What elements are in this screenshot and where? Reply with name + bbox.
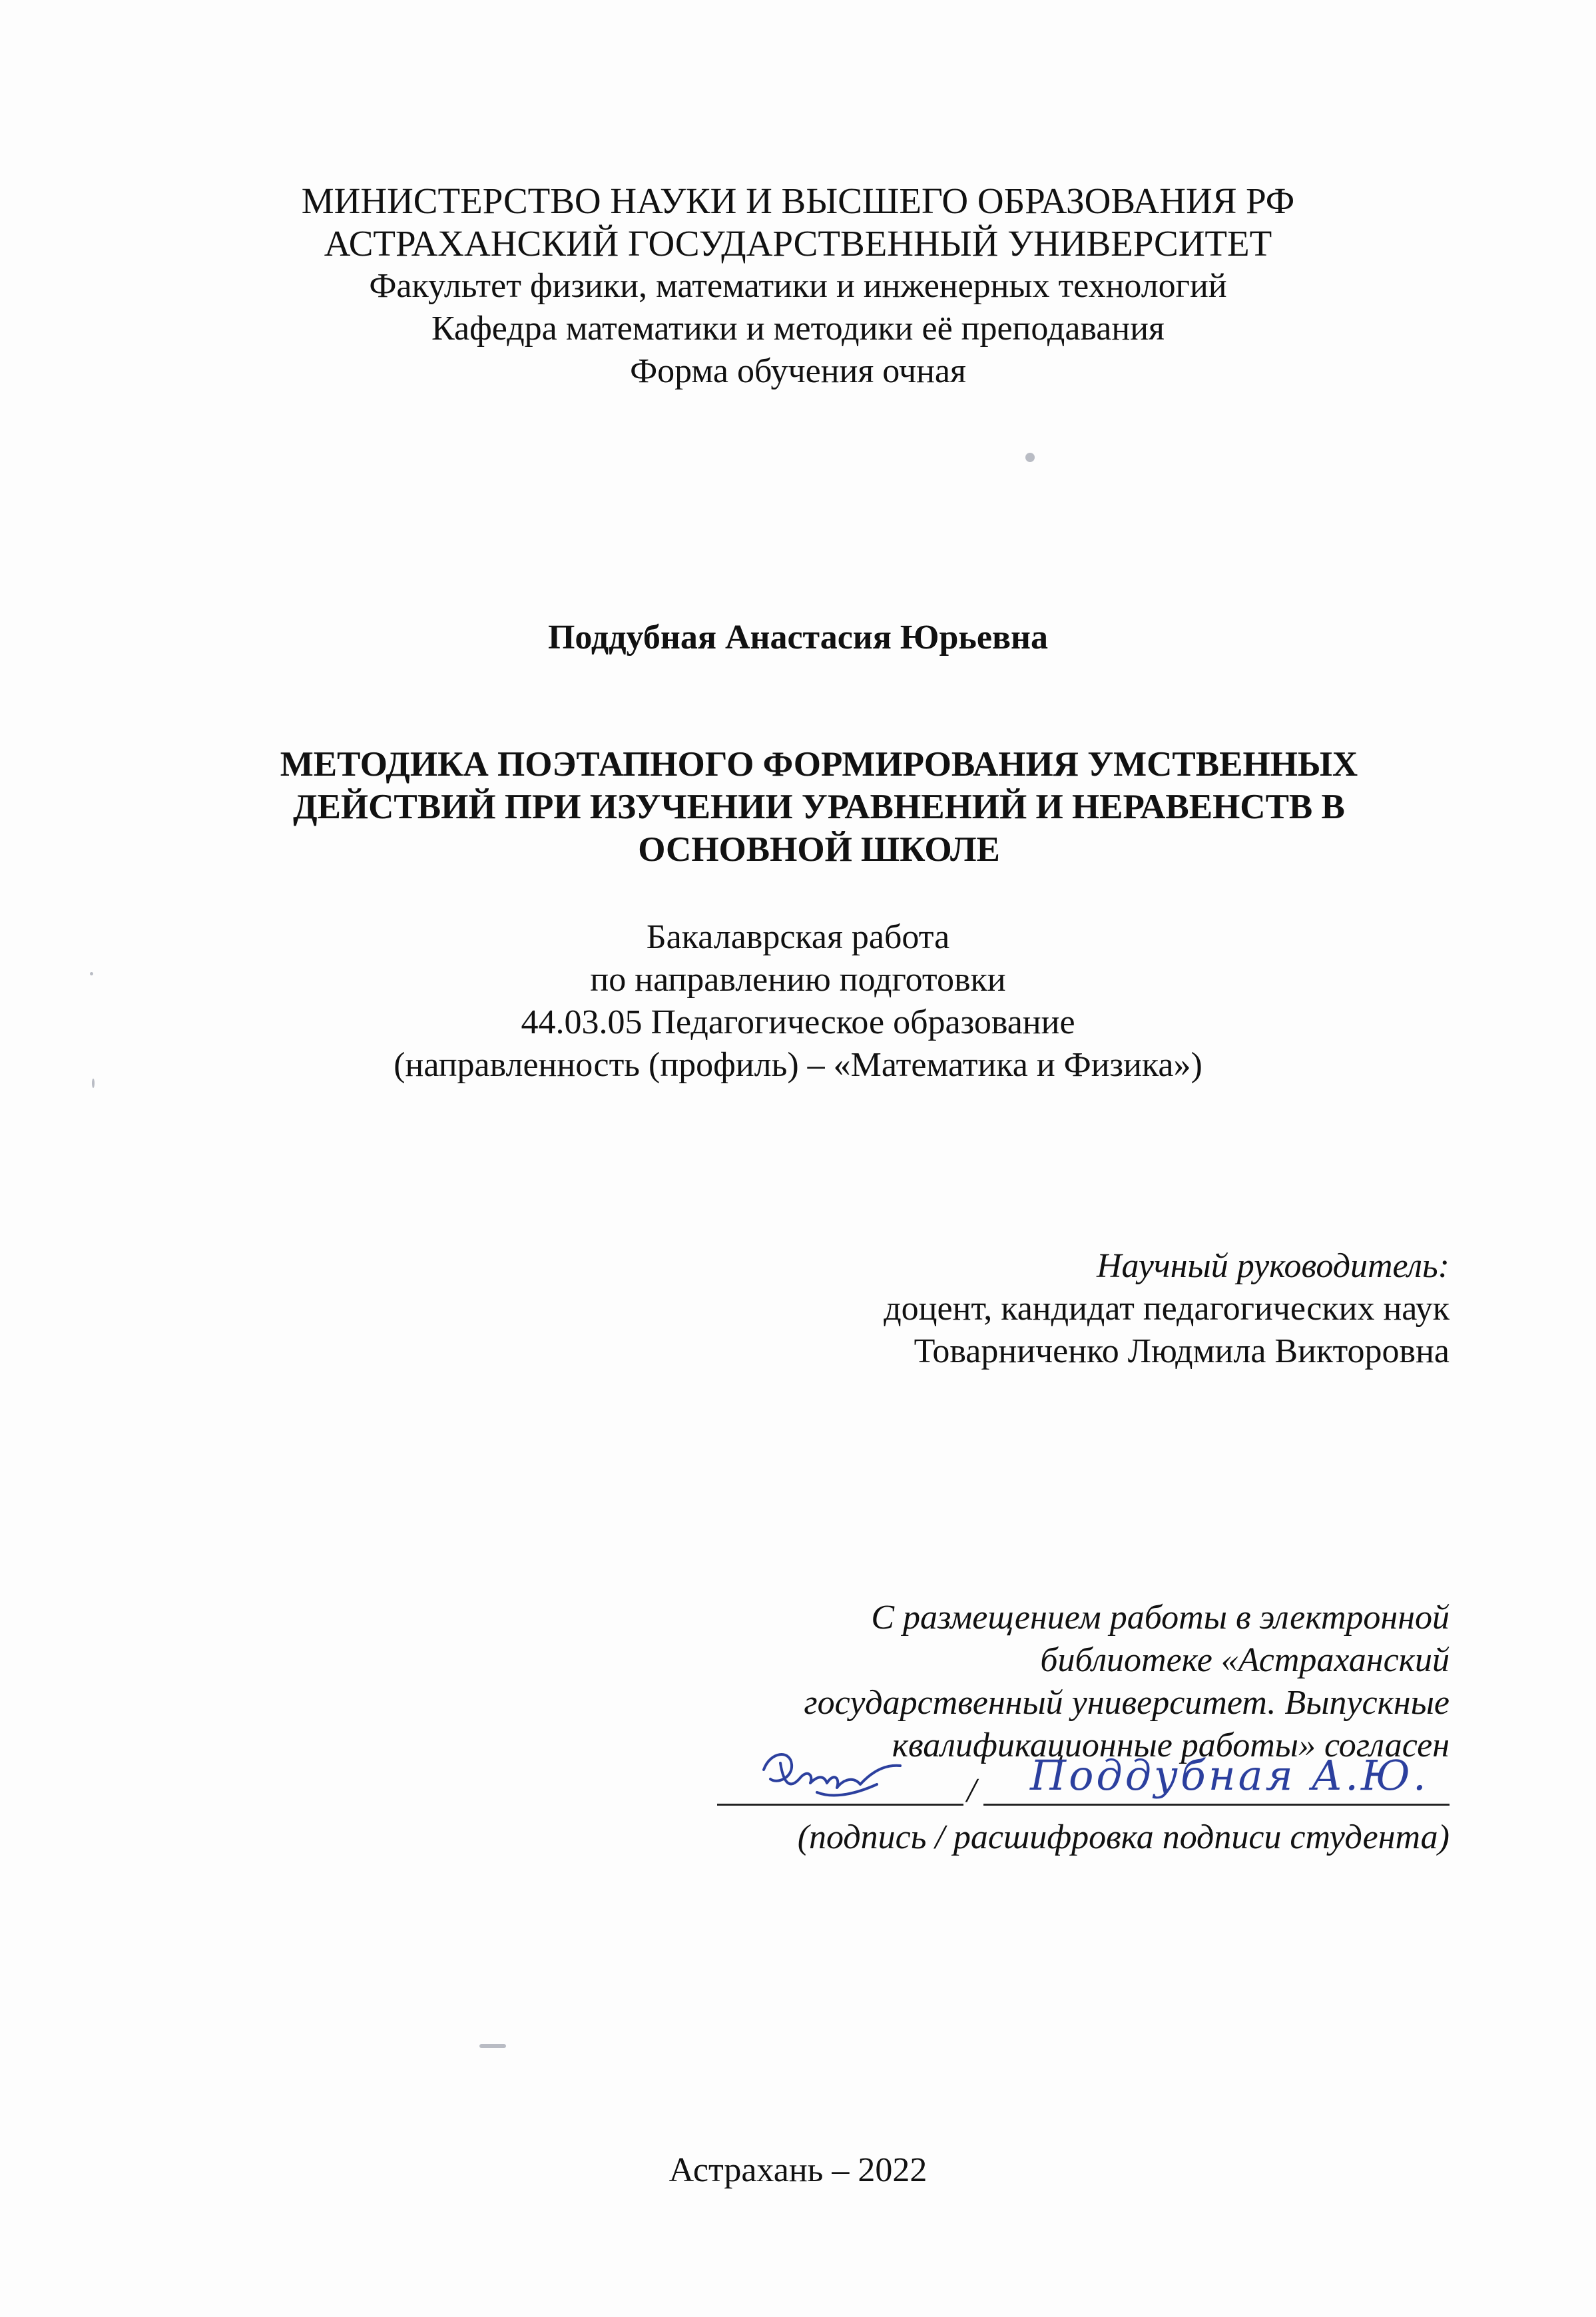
scan-speck (92, 1079, 95, 1088)
handwritten-name-text: Поддубная А.Ю. (1030, 1751, 1429, 1800)
signature-slash: / (967, 1772, 977, 1810)
consent-line: государственный университет. Выпускные (804, 1684, 1450, 1722)
scan-speck (479, 2044, 506, 2048)
consent-line: библиотеке «Астраханский (1040, 1641, 1450, 1679)
author-name: Поддубная Анастасия Юрьевна (547, 619, 1048, 656)
work-info (0, 916, 1596, 1087)
consent-line: С размещением работы в электронной (871, 1599, 1450, 1637)
signature-caption: (подпись / расшифровка подписи студента) (797, 1818, 1450, 1856)
supervisor-label: Научный руководитель: (1096, 1247, 1450, 1285)
thesis-title-line: ДЕЙСТВИЙ ПРИ ИЗУЧЕНИИ УРАВНЕНИЙ И НЕРАВЕНСТВ В (293, 788, 1345, 826)
direction-label: по направлению подготовки (590, 961, 1006, 999)
department-name: Кафедра математики и методики её преподавания (431, 310, 1165, 348)
consent-line: квалификационные работы» согласен (892, 1726, 1450, 1764)
study-form: Форма обучения очная (630, 352, 966, 390)
supervisor-block (884, 1245, 1450, 1373)
supervisor-name: Товарниченко Людмила Викторовна (914, 1332, 1450, 1370)
thesis-title (87, 743, 1551, 871)
thesis-title-line: ОСНОВНОЙ ШКОЛЕ (638, 830, 1000, 869)
scan-speck (1025, 453, 1035, 462)
thesis-title-line: МЕТОДИКА ПОЭТАПНОГО ФОРМИРОВАНИЯ УМСТВЕННЫХ (280, 745, 1358, 784)
university-name: АСТРАХАНСКИЙ ГОСУДАРСТВЕННЫЙ УНИВЕРСИТЕТ (324, 223, 1272, 264)
ministry-name: МИНИСТЕРСТВО НАУКИ И ВЫСШЕГО ОБРАЗОВАНИЯ РФ (301, 180, 1295, 221)
work-type: Бакалаврская работа (646, 918, 950, 956)
scan-speck (90, 972, 93, 975)
city-year: Астрахань – 2022 (668, 2151, 928, 2189)
supervisor-position: доцент, кандидат педагогических наук (884, 1290, 1450, 1328)
faculty-name: Факультет физики, математики и инженерных технологий (369, 267, 1227, 305)
handwritten-name (1029, 1751, 1429, 1800)
handwritten-signature (717, 1738, 1450, 1811)
signature-row (717, 1751, 1450, 1811)
direction-code: 44.03.05 Педагогическое образование (521, 1003, 1075, 1041)
profile: (направленность (профиль) – «Математика и Физика») (394, 1046, 1202, 1084)
header-block (0, 180, 1596, 393)
